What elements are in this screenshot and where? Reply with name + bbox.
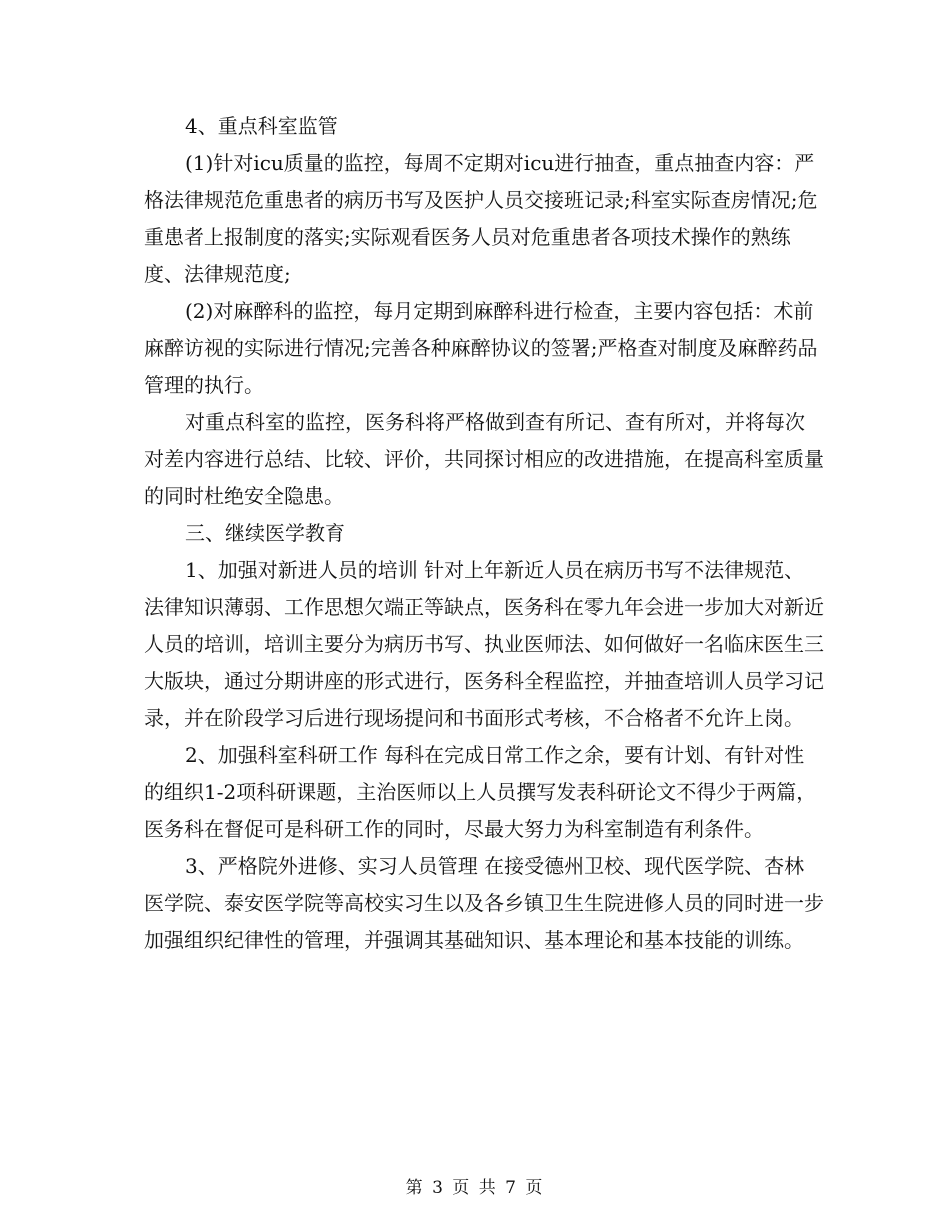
document-body [144, 108, 824, 959]
paragraph-new-staff-training: 1、加强对新进人员的培训 针对上年新近人员在病历书写不法律规范、法律知识薄弱、工作思想欠端正等缺点，医务科在零九年会进一步加大对新近人员的培训，培训主要分为病历书写、执业医师法、如何做好一名临床医生三大版块，通过分期讲座的形式进行，医务科全程监控，并抽查培训人员学习记录，并在阶段学习后进行现场提问和书面形式考核，不合格者不允许上岗。 [144, 558, 824, 730]
paragraph-icu-monitoring: (1)针对icu质量的监控，每周不定期对icu进行抽查，重点抽查内容：严格法律规范危重患者的病历书写及医护人员交接班记录;科室实际查房情况;危重患者上报制度的落实;实际观看医务人员对危重患者各项技术操作的熟练度、法律规范度; [144, 151, 818, 286]
paragraph-research-work: 2、加强科室科研工作 每科在完成日常工作之余，要有计划、有针对性的组织1-2项科研课题，主治医师以上人员撰写发表科研论文不得少于两篇，医务科在督促可是科研工作的同时，尽最大努力为科室制造有利条件。 [144, 743, 817, 841]
page-number: 第 3 页 共 7 页 [405, 1178, 545, 1198]
section-3-title: 三、继续医学教育 [185, 521, 345, 545]
paragraph-anesthesia-monitoring: (2)对麻醉科的监控，每月定期到麻醉科进行检查，主要内容包括：术前麻醉访视的实际进行情况;完善各种麻醉协议的签署;严格查对制度及麻醉药品管理的执行。 [144, 299, 818, 397]
section-4-title: 4、重点科室监管 [185, 114, 338, 138]
paragraph-key-department-summary: 对重点科室的监控，医务科将严格做到查有所记、查有所对，并将每次对差内容进行总结、比较、评价，共同探讨相应的改进措施，在提高科室质量的同时杜绝安全隐患。 [144, 410, 824, 508]
paragraph-trainee-management: 3、严格院外进修、实习人员管理 在接受德州卫校、现代医学院、杏林医学院、泰安医学院等高校实习生以及各乡镇卫生生院进修人员的同时进一步加强组织纪律性的管理，并强调其基础知识、基本理论和基本技能的训练。 [144, 854, 824, 952]
